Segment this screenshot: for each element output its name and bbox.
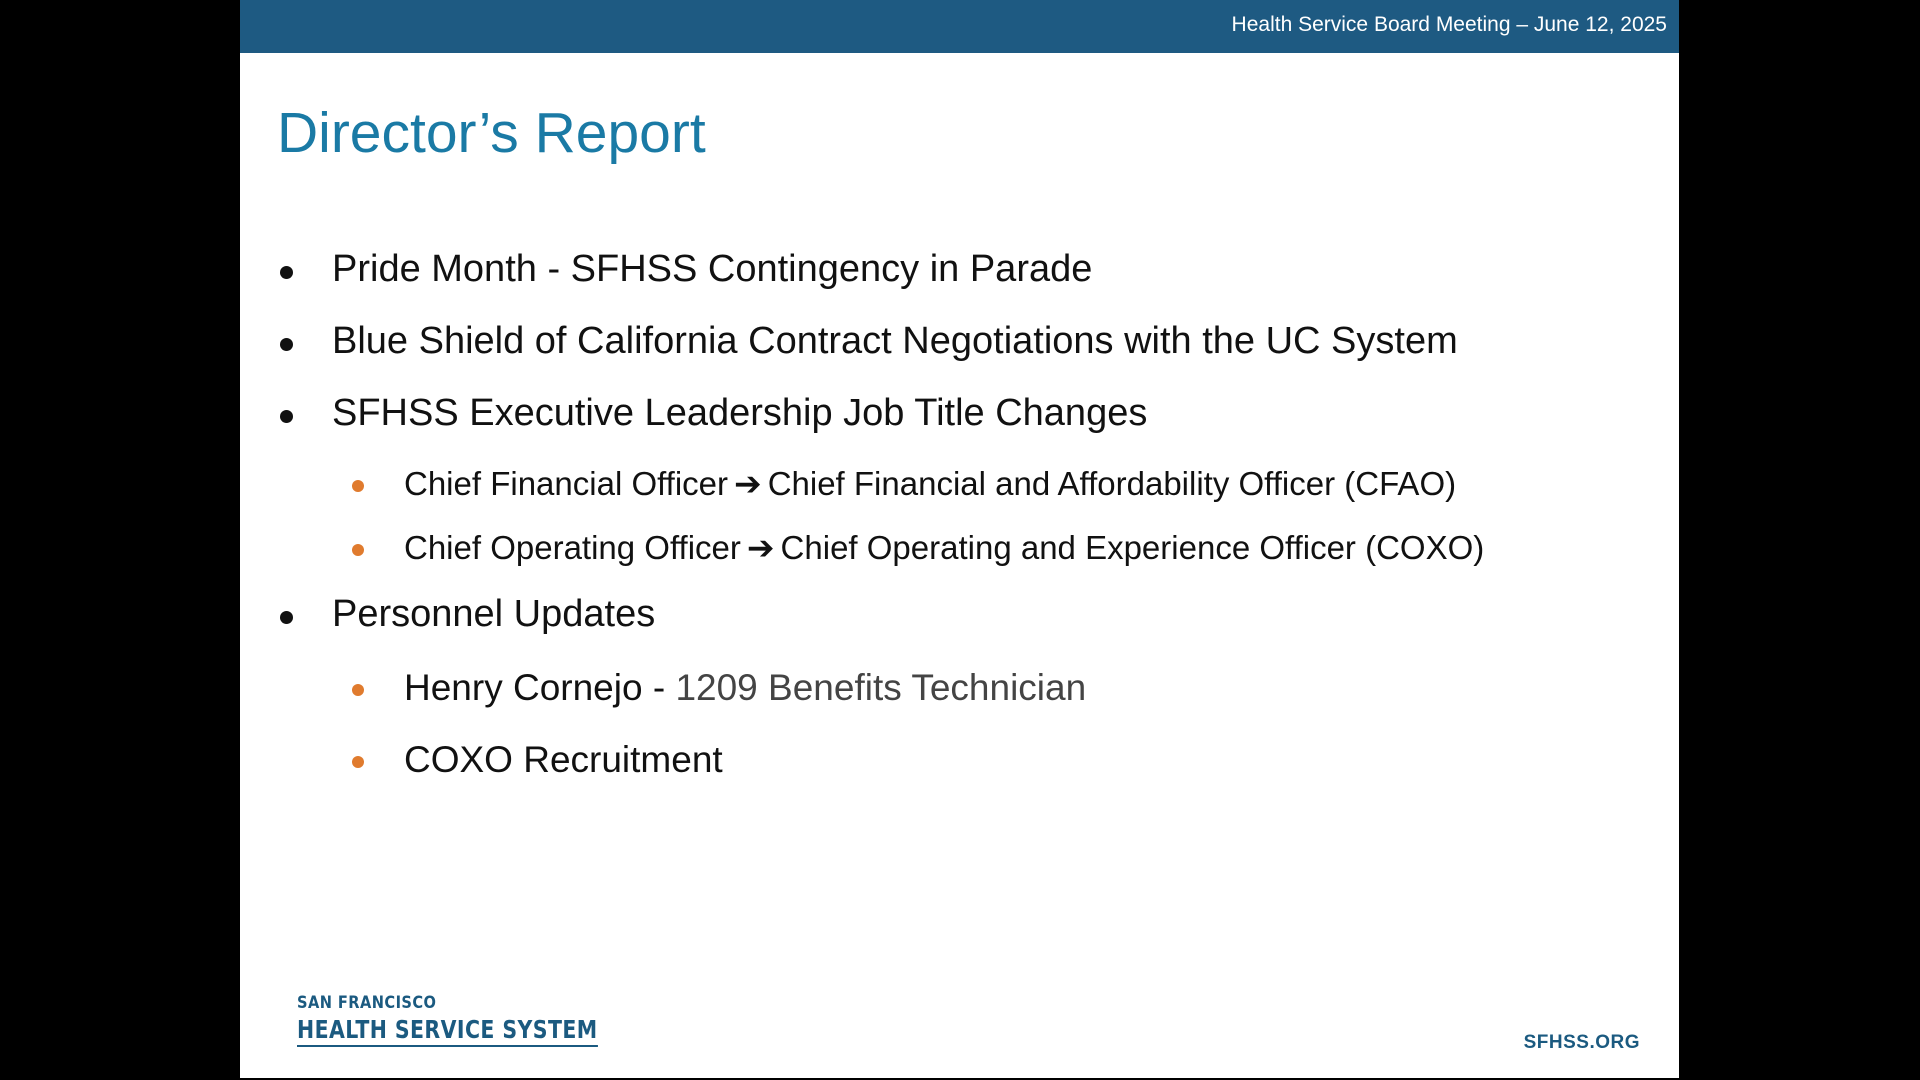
new-title: Chief Financial and Affordability Officer (CFAO) [767, 465, 1457, 502]
bullet-personnel-updates: Personnel Updates [332, 593, 656, 635]
bullet-dot [280, 410, 293, 423]
bullet-title-changes: SFHSS Executive Leadership Job Title Changes [332, 392, 1148, 434]
header-bar [240, 0, 1679, 53]
arrow-right-icon: ➔ [734, 465, 762, 502]
slide-title: Director’s Report [277, 101, 706, 165]
old-title: Chief Financial Officer [404, 465, 729, 502]
bullet-blue-shield: Blue Shield of California Contract Negotiations with the UC System [332, 320, 1458, 362]
bullet-dot [280, 266, 293, 279]
presentation-slide [240, 0, 1679, 1078]
person-role: 1209 Benefits Technician [675, 667, 1087, 708]
arrow-right-icon: ➔ [746, 529, 775, 566]
sub-bullet-dot [352, 756, 364, 768]
sub-bullet-henry-cornejo [404, 667, 1086, 709]
sub-bullet-dot [352, 480, 364, 492]
sfhss-logo [297, 995, 664, 1047]
bullet-dot [280, 611, 293, 624]
website-url: SFHSS.ORG [1523, 1032, 1640, 1053]
sub-bullet-dot [352, 544, 364, 556]
logo-line-2: HEALTH SERVICE SYSTEM [297, 1017, 598, 1047]
old-title: Chief Operating Officer [404, 529, 741, 566]
logo-line-1: SAN FRANCISCO [297, 993, 437, 1013]
bullet-pride-month: Pride Month - SFHSS Contingency in Parade [332, 248, 1093, 290]
sub-bullet-coxo-recruitment: COXO Recruitment [404, 739, 723, 780]
sub-bullet-cfao [404, 464, 1456, 503]
meeting-header-text: Health Service Board Meeting – June 12, 2025 [1231, 13, 1667, 36]
sub-bullet-coxo [404, 528, 1484, 567]
person-name: Henry Cornejo - [404, 667, 676, 708]
bullet-dot [280, 338, 293, 351]
new-title: Chief Operating and Experience Officer (COXO) [780, 529, 1485, 566]
sub-bullet-dot [352, 684, 364, 696]
